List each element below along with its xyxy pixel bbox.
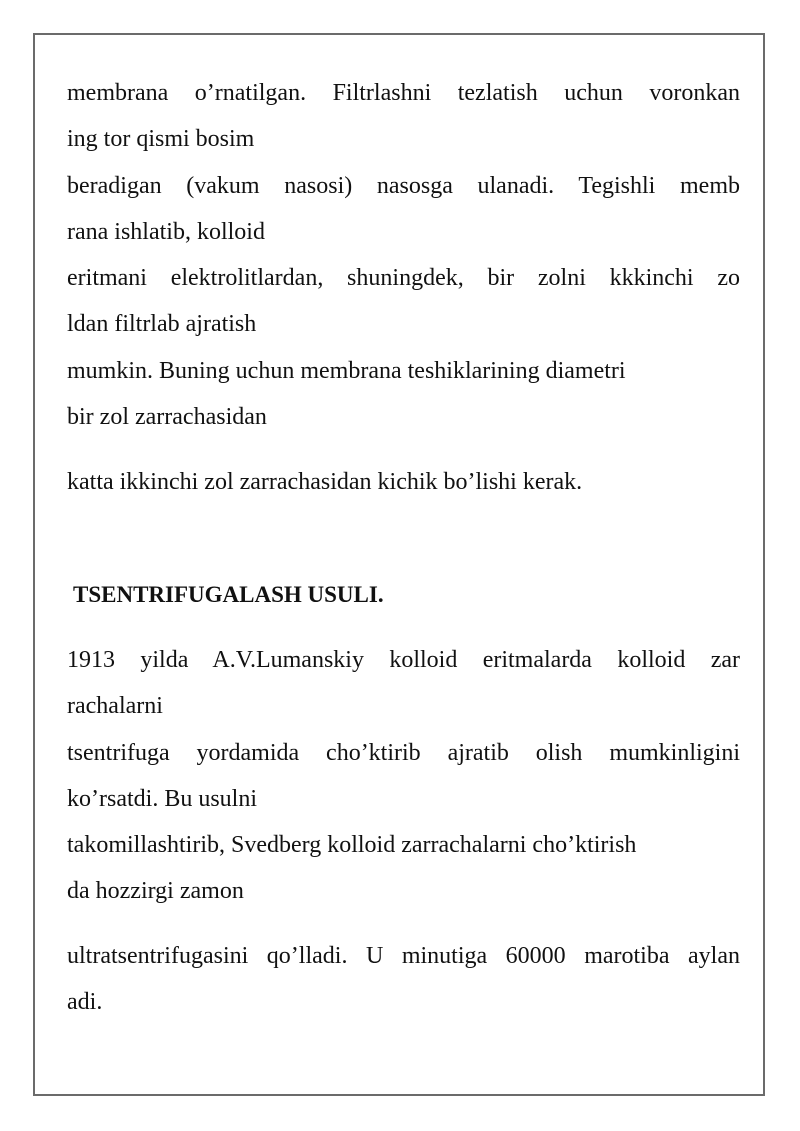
text-line: rachalarni (67, 693, 163, 719)
section-heading: TSENTRIFUGALASH USULI. (73, 582, 384, 607)
text-line: membrana o’rnatilgan. Filtrlashni tezlatish uchun voronkan (67, 80, 740, 106)
text-line: tsentrifuga yordamida cho’ktirib ajratib olish mumkinligini (67, 740, 740, 766)
text-line: 1913 yilda A.V.Lumanskiy kolloid eritmalarda kolloid zar (67, 647, 740, 673)
text-line: takomillashtirib, Svedberg kolloid zarrachalarni cho’ktirish (67, 832, 637, 858)
text-line: katta ikkinchi zol zarrachasidan kichik bo’lishi kerak. (67, 469, 583, 495)
text-line: eritmani elektrolitlardan, shuningdek, bir zolni kkkinchi zo (67, 265, 740, 291)
text-line: mumkin. Buning uchun membrana teshiklarining diametri (67, 358, 626, 384)
text-line: ing tor qismi bosim (67, 126, 255, 152)
text-line: bir zol zarrachasidan (67, 404, 267, 430)
text-line: da hozzirgi zamon (67, 878, 244, 904)
text-line: adi. (67, 989, 103, 1015)
text-line: ultratsentrifugasini qo’lladi. U minutiga 60000 marotiba aylan (67, 943, 740, 969)
text-line: beradigan (vakum nasosi) nasosga ulanadi. Tegishli memb (67, 173, 740, 199)
text-line: ko’rsatdi. Bu usulni (67, 786, 257, 812)
text-line: rana ishlatib, kolloid (67, 219, 265, 245)
text-line: ldan filtrlab ajratish (67, 311, 257, 337)
